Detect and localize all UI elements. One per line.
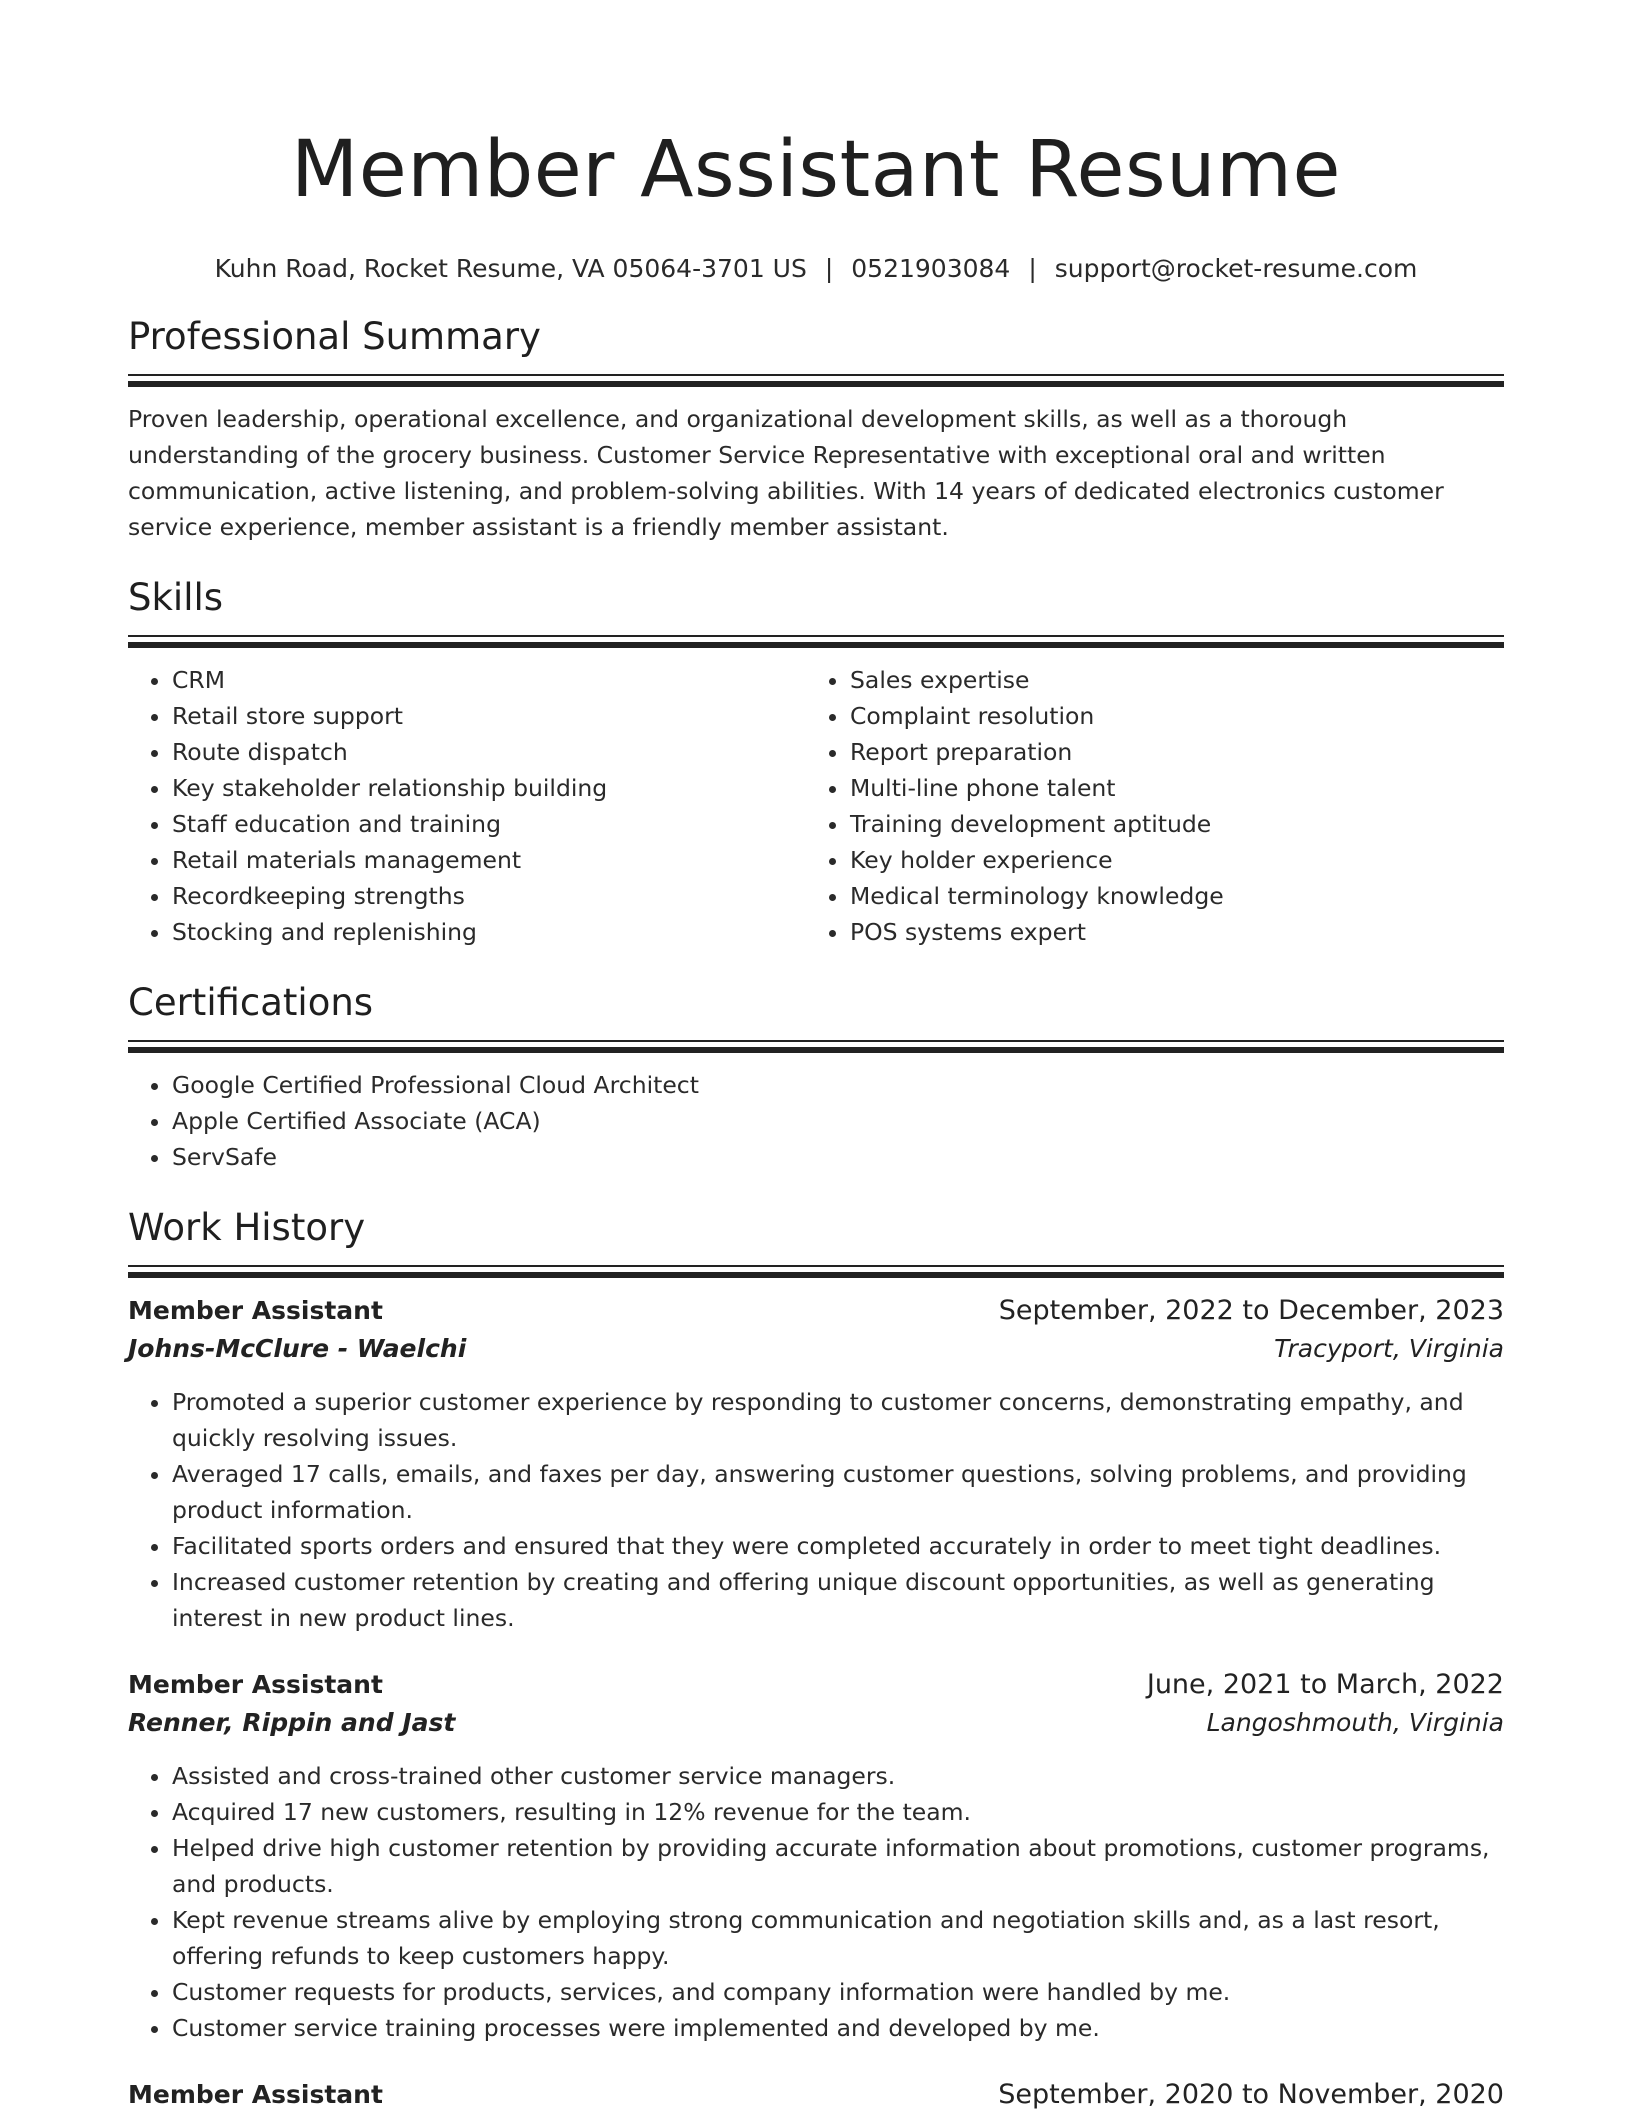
certifications-list (128, 1067, 1504, 1175)
skill-item: • POS systems expert (850, 914, 1484, 950)
job-bullet: • Promoted a superior customer experience by responding to customer concerns, demonstrating empathy, and quickly resolving issues. (172, 1384, 1504, 1456)
skills-list (128, 662, 806, 950)
job-bullet: • Increased customer retention by creating and offering unique discount opportunities, as well as generating interest in new product lines. (172, 1564, 1504, 1636)
job-dates: September, 2022 to December, 2023 (998, 1295, 1504, 1326)
section-heading: Work History (128, 1206, 366, 1249)
job-dates: September, 2020 to November, 2020 (998, 2079, 1504, 2110)
job-location: Langoshmouth, Virginia (1206, 1708, 1504, 1737)
job-location: Tracyport, Virginia (1274, 1334, 1504, 1363)
skill-item: • Staff education and training (172, 806, 806, 842)
skill-item: • Complaint resolution (850, 698, 1484, 734)
skill-item: • Report preparation (850, 734, 1484, 770)
job-company: Renner, Rippin and Jast (128, 1708, 456, 1737)
skill-item: • Retail materials management (172, 842, 806, 878)
skills-grid (128, 662, 1504, 950)
contact-email: support@rocket-resume.com (1054, 254, 1418, 283)
job-title: Member Assistant (128, 1670, 383, 1699)
job-subheader (128, 1330, 1504, 1368)
job-title: Member Assistant (128, 2080, 383, 2109)
resume-page (128, 0, 1504, 2114)
job-bullet: • Averaged 17 calls, emails, and faxes per day, answering customer questions, solving problems, and providing product information. (172, 1456, 1504, 1528)
job-title: Member Assistant (128, 1296, 383, 1325)
section-heading: Skills (128, 576, 224, 619)
job-entry (128, 1666, 1504, 2046)
job-header (128, 2076, 1504, 2114)
certifications-section (128, 978, 1504, 1175)
skills-section (128, 573, 1504, 950)
job-header (128, 1666, 1504, 1704)
summary-text: Proven leadership, operational excellence, and organizational development skills, as well as a thorough understanding of the grocery business. Customer Service Representative with exceptional oral and written communication, active listening, and problem-solving abilities. With 14 years of dedicated electronics customer service experience, member assistant is a friendly member assistant. (128, 405, 1444, 541)
skill-item: • Retail store support (172, 698, 806, 734)
section-divider (128, 1265, 1504, 1278)
job-bullet: • Customer service training processes were implemented and developed by me. (172, 2010, 1504, 2046)
skills-column-right (806, 662, 1484, 950)
job-dates: June, 2021 to March, 2022 (1146, 1669, 1504, 1700)
summary-section (128, 312, 1504, 545)
certification-item: • Google Certified Professional Cloud Architect (172, 1067, 1504, 1103)
skill-item: • Recordkeeping strengths (172, 878, 806, 914)
skills-column-left (128, 662, 806, 950)
skill-item: • Medical terminology knowledge (850, 878, 1484, 914)
job-bullet: • Helped drive high customer retention by providing accurate information about promotions, customer programs, and products. (172, 1830, 1504, 1902)
job-entry (128, 2076, 1504, 2114)
skill-item: • Training development aptitude (850, 806, 1484, 842)
contact-address: Kuhn Road, Rocket Resume, VA 05064-3701 US (214, 254, 807, 283)
job-entry (128, 1292, 1504, 1636)
certification-item: • Apple Certified Associate (ACA) (172, 1103, 1504, 1139)
job-header (128, 1292, 1504, 1330)
skill-item: • Route dispatch (172, 734, 806, 770)
skill-item: • Key stakeholder relationship building (172, 770, 806, 806)
job-bullet: • Facilitated sports orders and ensured that they were completed accurately in order to meet tight deadlines. (172, 1528, 1504, 1564)
skill-item: • Multi-line phone talent (850, 770, 1484, 806)
section-heading: Certifications (128, 981, 374, 1024)
section-divider (128, 374, 1504, 387)
skill-item: • Sales expertise (850, 662, 1484, 698)
section-divider (128, 1040, 1504, 1053)
skill-item: • Key holder experience (850, 842, 1484, 878)
job-bullet: • Acquired 17 new customers, resulting in 12% revenue for the team. (172, 1794, 1504, 1830)
job-bullets (128, 1758, 1504, 2046)
section-heading: Professional Summary (128, 315, 541, 358)
contact-separator: | (1028, 254, 1037, 283)
job-bullet: • Assisted and cross-trained other customer service managers. (172, 1758, 1504, 1794)
section-divider (128, 635, 1504, 648)
certification-item: • ServSafe (172, 1139, 1504, 1175)
job-subheader (128, 1704, 1504, 1742)
contact-line (128, 252, 1504, 286)
skill-item: • CRM (172, 662, 806, 698)
skill-item: • Stocking and replenishing (172, 914, 806, 950)
contact-phone: 0521903084 (851, 254, 1011, 283)
job-bullet: • Kept revenue streams alive by employing strong communication and negotiation skills and, as a last resort, offering refunds to keep customers happy. (172, 1902, 1504, 1974)
job-bullets (128, 1384, 1504, 1636)
contact-separator: | (824, 254, 834, 283)
work-history-section (128, 1203, 1504, 2114)
page-title: Member Assistant Resume (291, 125, 1341, 215)
job-company: Johns-McClure - Waelchi (128, 1334, 467, 1363)
job-bullet: • Customer requests for products, services, and company information were handled by me. (172, 1974, 1504, 2010)
skills-list (806, 662, 1484, 950)
